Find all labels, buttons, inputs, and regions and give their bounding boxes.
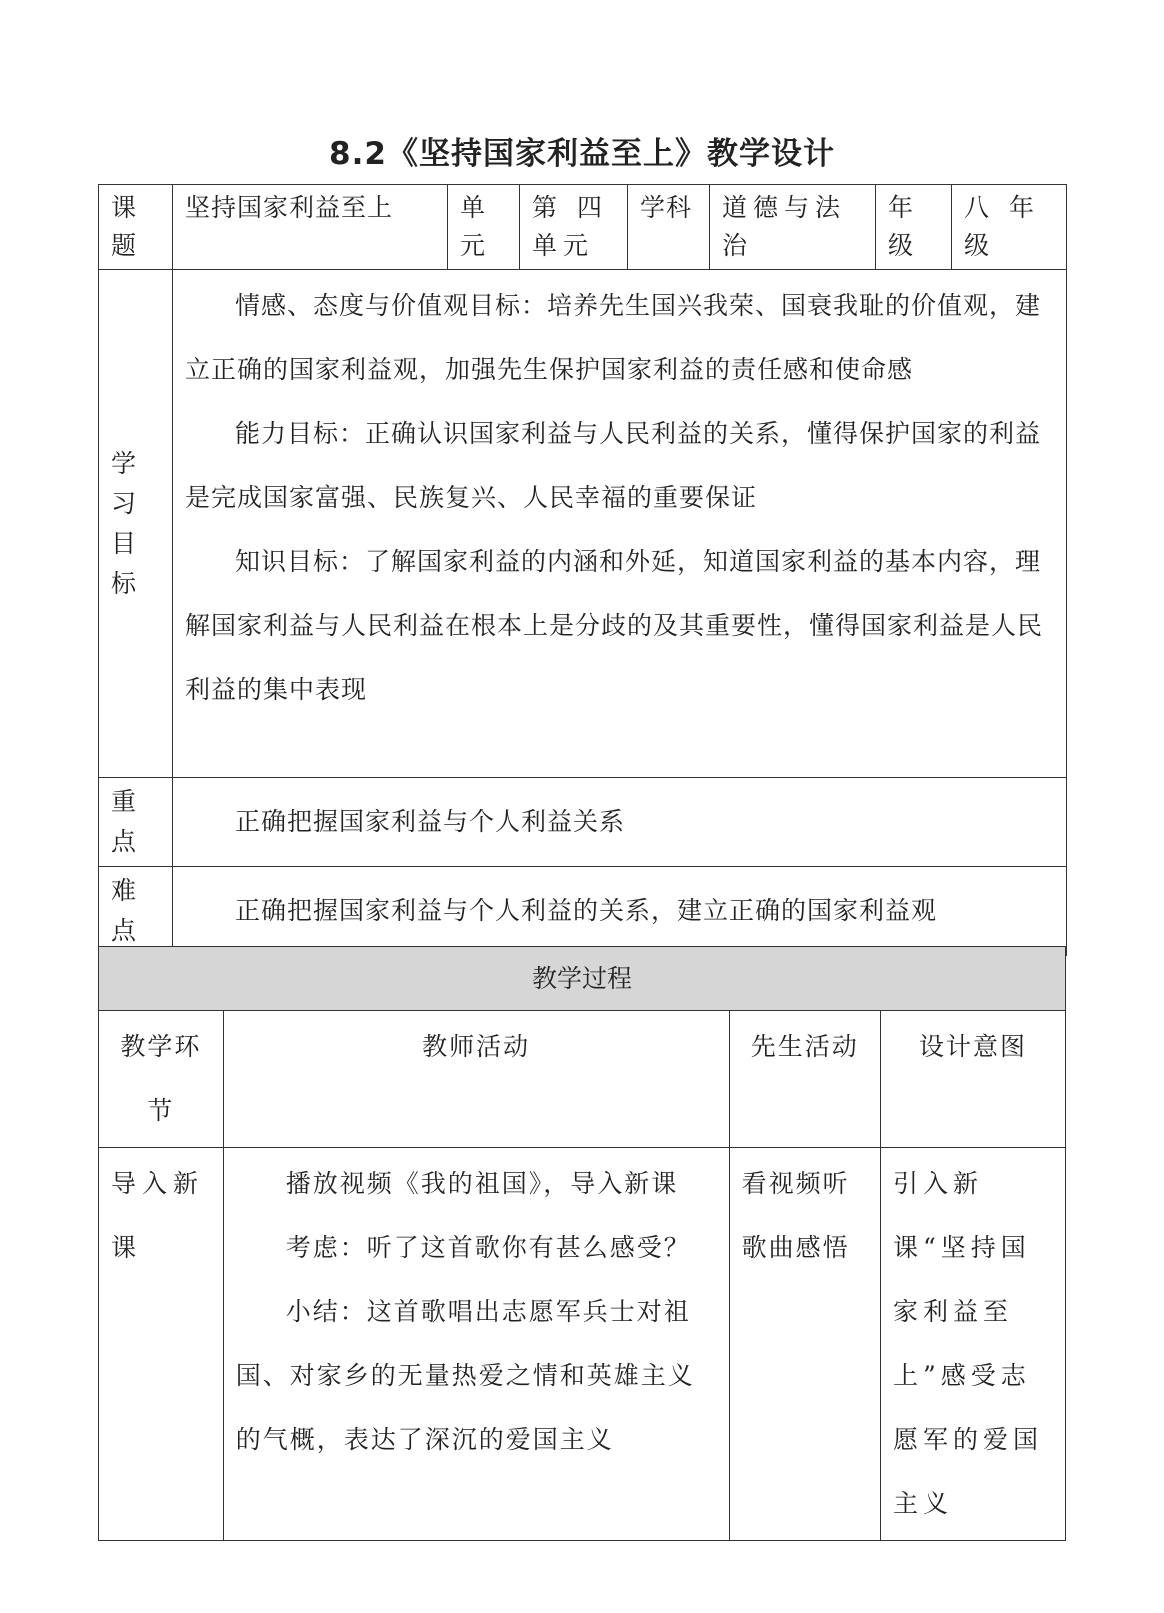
- label-char: 学: [111, 448, 137, 478]
- objective-ability: 能力目标：正确认识国家利益与人民利益的关系，懂得保护国家的利益是完成国家富强、民族复兴、人民幸福的重要保证: [185, 419, 1042, 512]
- unit-label: 单元: [448, 185, 520, 270]
- process-row-intro: [99, 1148, 1066, 1541]
- key-point-label: [99, 778, 173, 867]
- objectives-row: [99, 270, 1067, 778]
- subject-value: 道德与法治: [710, 185, 876, 270]
- key-point-content: [173, 778, 1067, 867]
- process-table: [98, 946, 1066, 1541]
- difficulty-label: [99, 867, 173, 956]
- page-title: 8.2《坚持国家利益至上》教学设计: [329, 136, 835, 172]
- grade-label: 年级: [876, 185, 952, 270]
- label-char: 点: [111, 827, 137, 856]
- col-stage: 教学环节: [99, 1011, 224, 1148]
- teacher-activity-line: 小结：这首歌唱出志愿军兵士对祖国、对家乡的无量热爱之情和英雄主义的气概，表达了深沉的爱国主义: [235, 1297, 695, 1454]
- label-char: 点: [111, 916, 137, 945]
- lesson-info-table: [98, 184, 1067, 956]
- unit-value: 第 四 单元: [520, 185, 628, 270]
- label-char: 习: [111, 488, 137, 518]
- key-point-label-text: [111, 782, 160, 862]
- process-header-row: [99, 947, 1066, 1011]
- difficulty-text: 正确把握国家利益与个人利益的关系，建立正确的国家利益观: [235, 896, 938, 925]
- key-point-row: [99, 778, 1067, 867]
- process-columns-row: [99, 1011, 1066, 1148]
- stage-cell: 导入新课: [99, 1148, 224, 1541]
- label-char: 重: [111, 787, 137, 816]
- grade-value: 八 年级: [952, 185, 1067, 270]
- objectives-label: [99, 270, 173, 778]
- topic-label: 课题: [99, 185, 173, 270]
- difficulty-content: [173, 867, 1067, 956]
- label-char: 标: [111, 568, 137, 598]
- col-intent: 设计意图: [880, 1011, 1065, 1148]
- design-intent-cell: 引入新课“坚持国家利益至上”感受志愿军的爱国主义: [880, 1148, 1065, 1541]
- teacher-activity-line: 播放视频《我的祖国》，导入新课: [285, 1169, 679, 1198]
- difficulty-row: [99, 867, 1067, 956]
- objectives-content: [173, 270, 1067, 778]
- label-char: 难: [111, 876, 137, 905]
- objective-affective: 情感、态度与价值观目标：培养先生国兴我荣、国衰我耻的价值观，建立正确的国家利益观，加强先生保护国家利益的责任感和使命感: [185, 291, 1042, 384]
- label-char: 目: [111, 528, 137, 558]
- subject-label: 学科: [628, 185, 710, 270]
- header-row: [99, 185, 1067, 270]
- teacher-activity-cell: [223, 1148, 729, 1541]
- key-point-text: 正确把握国家利益与个人利益关系: [235, 807, 626, 836]
- col-teacher: 教师活动: [223, 1011, 729, 1148]
- difficulty-label-text: [111, 871, 160, 951]
- col-student: 先生活动: [729, 1011, 880, 1148]
- teacher-activity-line: 考虑：听了这首歌你有甚么感受？: [285, 1233, 691, 1262]
- topic-value: 坚持国家利益至上: [173, 185, 448, 270]
- objectives-label-text: [111, 444, 160, 604]
- objective-knowledge: 知识目标：了解国家利益的内涵和外延，知道国家利益的基本内容，理解国家利益与人民利益在根本上是分歧的及其重要性，懂得国家利益是人民利益的集中表现: [185, 547, 1044, 704]
- process-header: 教学过程: [99, 947, 1066, 1011]
- student-activity-cell: 看视频听歌曲感悟: [729, 1148, 880, 1541]
